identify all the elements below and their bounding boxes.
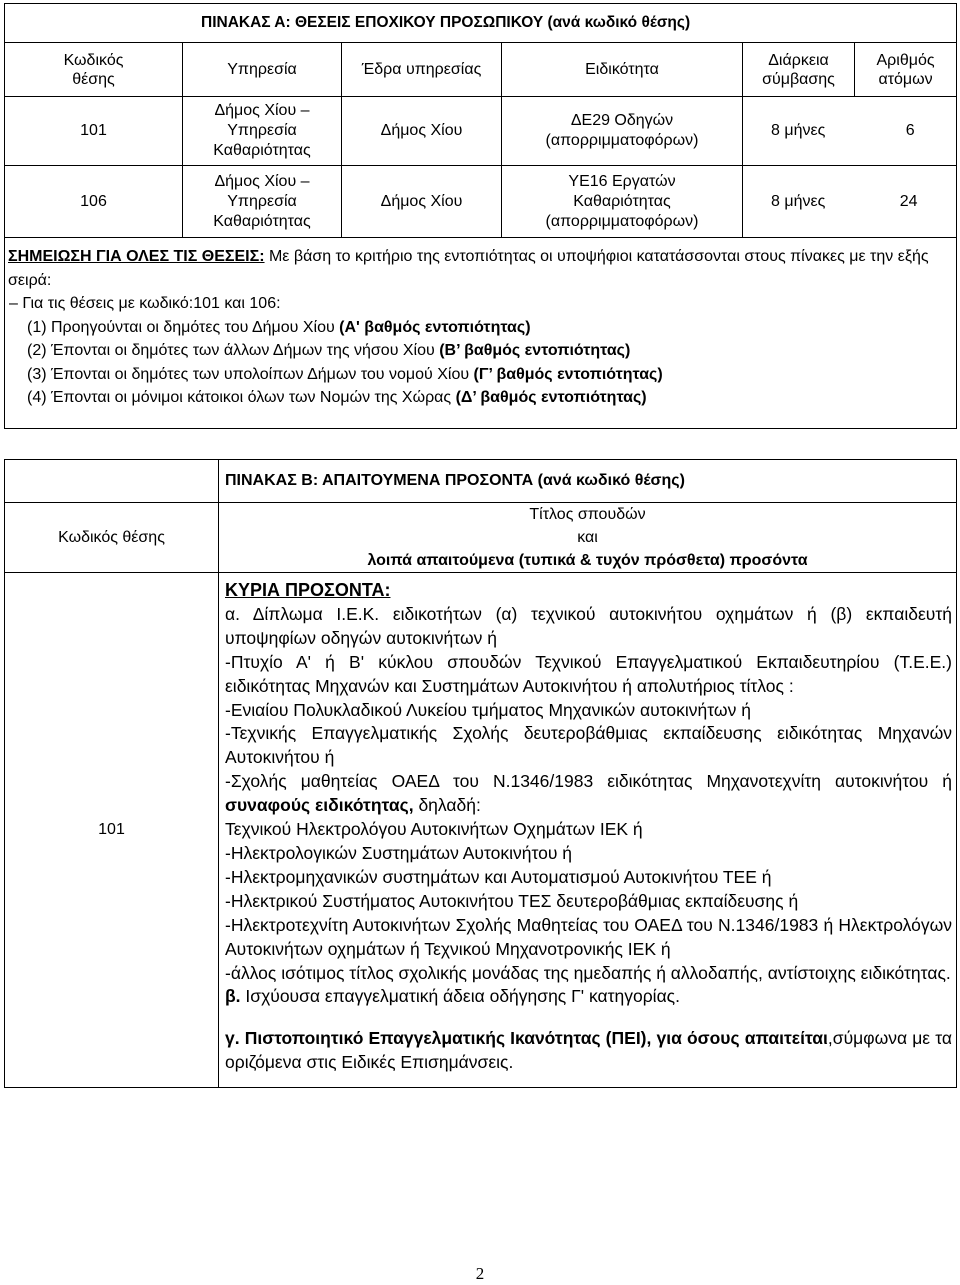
qualifications-cell (219, 573, 957, 1088)
main-qualifications-heading: ΚΥΡΙΑ ΠΡΟΣΟΝΤΑ: (225, 580, 391, 600)
note-item: (1) Προηγούνται οι δημότες του Δήμου Χίου (Α' βαθμός εντοπιότητας) (27, 318, 531, 336)
header-code: Κωδικός θέσης (5, 503, 219, 573)
header-duration: Διάρκεια σύμβασης (743, 43, 855, 97)
page-number: 2 (475, 1264, 485, 1283)
table-row (5, 97, 957, 166)
table-a-title: ΠΙΝΑΚΑΣ Α: ΘΕΣΕΙΣ ΕΠΟΧΙΚΟΥ ΠΡΟΣΩΠΙΚΟΥ (ανά κωδικό θέσης) (5, 4, 957, 43)
row-seat: Δήμος Χίου (342, 97, 502, 166)
row-duration: 8 μήνες (771, 122, 826, 139)
qualification-line: -Ηλεκτρολογικών Συστημάτων Αυτοκινήτου ή (225, 842, 573, 863)
qualification-line: Τεχνικού Ηλεκτρολόγου Αυτοκινήτων Οχημάτων ΙΕΚ ή (225, 819, 643, 840)
row-count: 24 (899, 192, 918, 210)
row-duration: 8 μήνες (771, 192, 826, 210)
qualification-b: β. Ισχύουσα επαγγελματική άδεια οδήγησης Γ' κατηγορίας. (225, 986, 680, 1007)
row-service: Δήμος Χίου – Υπηρεσία Καθαριότητας (183, 166, 342, 238)
header-qualifications: Τίτλος σπουδών και λοιπά απαιτούμενα (τυπικά & τυχόν πρόσθετα) προσόντα (219, 503, 957, 573)
header-service: Υπηρεσία (183, 43, 342, 97)
row-specialty: ΥΕ16 Εργατών Καθαριότητας (απορριμματοφόρων) (502, 166, 743, 238)
table-row (5, 166, 957, 238)
note-intro: ΣΗΜΕΙΩΣΗ ΓΙΑ ΟΛΕΣ ΤΙΣ ΘΕΣΕΙΣ: Με βάση το κριτήριο της εντοπιότητας οι υποψήφιοι κατατάσσονται στους πίνακες με την εξής σειρά: (8, 248, 929, 289)
table-b-title-spacer (5, 460, 219, 503)
spacer (225, 1009, 952, 1027)
note-item: (3) Έπονται οι δημότες των υπολοίπων Δήμων του νομού Χίου (Γ’ βαθμός εντοπιότητας) (27, 365, 663, 383)
qualification-c: γ. Πιστοποιητικό Επαγγελματικής Ικανότητας (ΠΕΙ), για όσους απαιτείται,σύμφωνα με τα οριζόμενα στις Ειδικές Επισημάνσεις. (225, 1028, 952, 1073)
header-specialty: Ειδικότητα (502, 43, 743, 97)
header-seat: Έδρα υπηρεσίας (342, 43, 502, 97)
note-item: (2) Έπονται οι δημότες των άλλων Δήμων της νήσου Χίου (Β’ βαθμός εντοπιότητας) (27, 342, 631, 359)
row-seat: Δήμος Χίου (342, 166, 502, 238)
row-code: 101 (5, 97, 183, 166)
note-section (5, 238, 957, 429)
qualification-oaed: -Σχολής μαθητείας ΟΑΕΔ του Ν.1346/1983 ειδικότητας Μηχανοτεχνίτη αυτοκινήτου ή συναφούς ειδικότητας, δηλαδή: (225, 771, 952, 816)
qualification-line: -Ηλεκτρικού Συστήματος Αυτοκινήτου ΤΕΣ δευτεροβάθμιας εκπαίδευσης ή (225, 890, 799, 911)
table-a (4, 3, 957, 429)
qualification-line: -Πτυχίο Α' ή Β' κύκλου σπουδών Τεχνικού Επαγγελματικού Εκπαιδευτηρίου (Τ.Ε.Ε.) ειδικότητας Μηχανών και Συστημάτων Αυτοκινήτου ή απολυτήριος τίτλος : (225, 651, 952, 696)
row-specialty: ΔΕ29 Οδηγών (απορριμματοφόρων) (502, 97, 743, 166)
note-dash-line: – Για τις θέσεις με κωδικό:101 και 106: (9, 295, 281, 312)
row-duration-count (743, 97, 957, 166)
table-b (4, 459, 957, 1088)
row-code: 101 (5, 573, 219, 1088)
header-count: Αριθμός ατόμων (855, 43, 957, 97)
qualification-line: -Τεχνικής Επαγγελματικής Σχολής δευτεροβάθμιας εκπαίδευσης ειδικότητας Μηχανών Αυτοκινήτου ή (225, 723, 952, 768)
qualification-line: -Ηλεκτροτεχνίτη Αυτοκινήτων Σχολής Μαθητείας του ΟΑΕΔ του Ν.1346/1983 ή Ηλεκτρολόγων Αυτοκινήτων οχημάτων ή Τεχνικού Μηχανοτρονικής ΙΕΚ ή (225, 914, 952, 959)
row-code: 106 (5, 166, 183, 238)
header-code: Κωδικός θέσης (5, 43, 183, 97)
row-count: 6 (905, 122, 915, 139)
note-item: (4) Έπονται οι μόνιμοι κάτοικοι όλων των Νομών της Χώρας (Δ’ βαθμός εντοπιότητας) (27, 389, 647, 406)
qualification-a: α. Δίπλωμα Ι.Ε.Κ. ειδικοτήτων (α) τεχνικού αυτοκινήτου οχημάτων ή (β) εκπαιδευτή υποψηφίων οδηγών αυτοκινήτων ή (225, 603, 952, 648)
table-b-title: ΠΙΝΑΚΑΣ Β: ΑΠΑΙΤΟΥΜΕΝΑ ΠΡΟΣΟΝΤΑ (ανά κωδικό θέσης) (219, 460, 957, 503)
qualification-line: -Ενιαίου Πολυκλαδικού Λυκείου τμήματος Μηχανικών αυτοκινήτων ή (225, 699, 751, 720)
qualification-line: -Ηλεκτρομηχανικών συστημάτων και Αυτοματισμού Αυτοκινήτου ΤΕΕ ή (225, 866, 772, 887)
qualification-line: -άλλος ισότιμος τίτλος σχολικής μονάδας της ημεδαπής ή αλλοδαπής, αντίστοιχης ειδικότητας. (225, 962, 951, 983)
row-service: Δήμος Χίου – Υπηρεσία Καθαριότητας (183, 97, 342, 166)
row-duration-count (743, 166, 957, 238)
